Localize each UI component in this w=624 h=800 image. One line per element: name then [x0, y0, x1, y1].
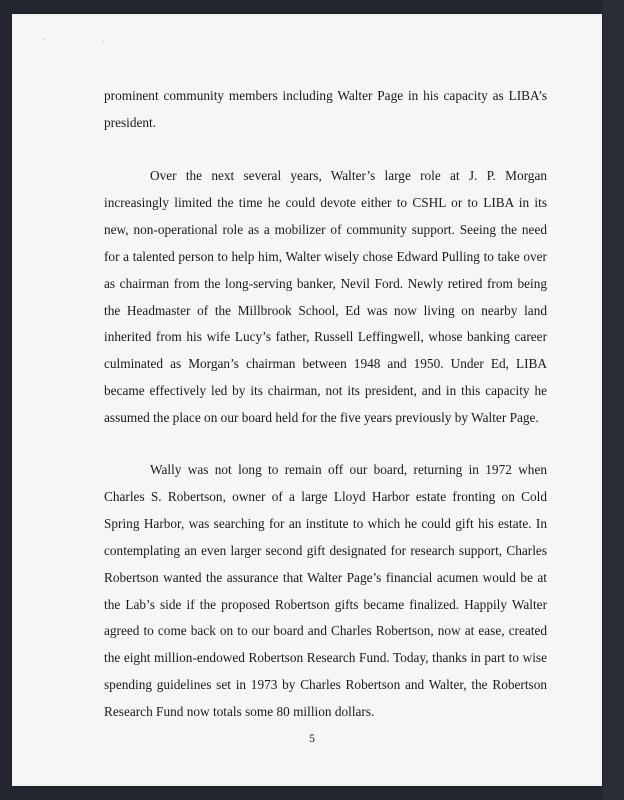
page-number: 5	[309, 731, 315, 745]
paragraph-1: prominent community members including Walter Page in his capacity as LIBA’s president.	[104, 88, 547, 130]
paragraph-3: Wally was not long to remain off our board, returning in 1972 when Charles S. Robertson, owner of a large Lloyd Harbor estate fronting on Cold Spring Harbor, was searching for an institute to which he could gift his estate. In contemplating an even larger second gift designated for research support, Charles Robertson wanted the assurance that Walter Page’s financial acumen would be at the Lab’s side if the proposed Robertson gifts became finalized. Happily Walter agreed to come back on to our board and Charles Robertson, now at ease, created the eight million-endowed Robertson Research Fund. Today, thanks in part to wise spending guidelines set in 1973 by Charles Robertson and Walter, the Robertson Research Fund now totals some 80 million dollars.	[104, 462, 547, 720]
paper-specks: ' ·	[44, 39, 133, 45]
scanner-edge	[603, 0, 624, 800]
paragraph-2: Over the next several years, Walter’s large role at J. P. Morgan increasingly limited the time he could devote either to CSHL or to LIBA in its new, non-operational role as a mobilizer of community support. Seeing the need for a talented person to help him, Walter wisely chose Edward Pulling to take over as chairman from the long-serving banker, Nevil Ford. Newly retired from being the Headmaster of the Millbrook School, Ed was now living on nearby land inherited from his wife Lucy’s father, Russell Leffingwell, whose banking career culminated as Morgan’s chairman between 1948 and 1950. Under Ed, LIBA became effectively led by its chairman, not its president, and in this capacity he assumed the place on our board held for the five years previously by Walter Page.	[104, 168, 547, 426]
